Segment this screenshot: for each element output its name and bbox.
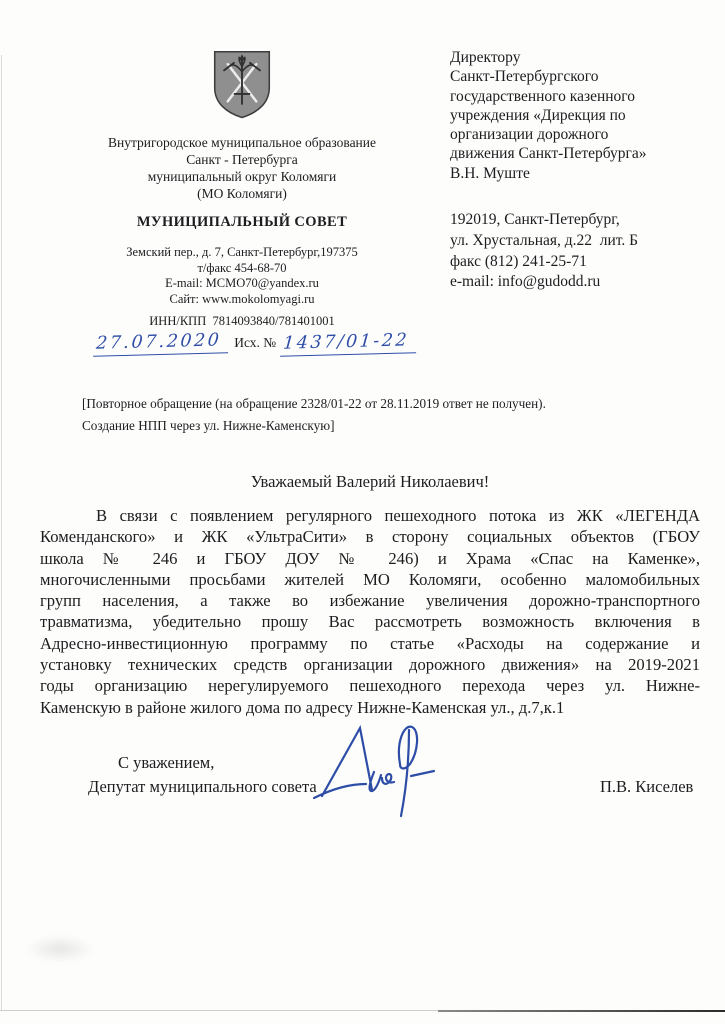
- scan-bottom-dark-line: [438, 1010, 725, 1013]
- recipient-line: движения Санкт-Петербурга»: [450, 145, 647, 163]
- contact-line-email: E-mail: MCMO70@yandex.ru: [165, 276, 319, 290]
- recipient-fax-line: факс (812) 241-25-71: [450, 252, 587, 270]
- recipient-address-block: [450, 210, 638, 293]
- recipient-block: [450, 48, 647, 183]
- council-title: МУНИЦИПАЛЬНЫЙ СОВЕТ: [136, 214, 348, 230]
- body-line: многочисленными просьбами жителей МО Коломяги, особенно маломобильных: [40, 569, 700, 589]
- body-line: В связи с появлением регулярного пешеходного потока из ЖК «ЛЕГЕНДА: [96, 506, 700, 525]
- contact-line: т/факс 454-68-70: [197, 260, 287, 275]
- handwritten-outgoing-number: 1437/01-22: [280, 330, 418, 357]
- signer-name: П.В. Киселев: [600, 777, 694, 796]
- closing-position: Депутат муниципального совета: [88, 777, 317, 796]
- body-line: травматизма, убедительно прошу Вас рассмотреть возможность включения в: [40, 612, 700, 632]
- body-line: Коменданского» и ЖК «УльтраСити» в сторону социальных объектов (ГБОУ: [40, 527, 700, 547]
- body-line: установку технических средств организации дорожного движения» на 2019-2021: [40, 655, 700, 675]
- salutation: Уважаемый Валерий Николаевич!: [250, 472, 490, 491]
- recipient-address-line: 192019, Санкт-Петербург,: [450, 211, 620, 228]
- recipient-line: Директору: [450, 49, 521, 66]
- recipient-line: Санкт-Петербургского: [450, 68, 599, 86]
- sender-contacts: [72, 245, 412, 307]
- note-line: Создание НПП через ул. Нижне-Каменскую]: [82, 417, 335, 433]
- scan-left-edge-line: [1, 55, 2, 1010]
- body-line: Каменскую в районе жилого дома по адресу Нижне-Каменская ул., д.7,к.1: [40, 697, 565, 717]
- body-line: школа № 246 и ГБОУ ДОУ № 246) и Храма «Спас на Каменке»,: [40, 548, 700, 568]
- body-line: годы организацию нерегулируемого пешеходного перехода через ул. Нижне-: [40, 676, 700, 696]
- recipient-line: организации дорожного: [450, 126, 609, 144]
- sender-org-block: [72, 134, 412, 202]
- note-line: [Повторное обращение (на обращение 2328/01-22 от 28.11.2019 ответ не получен).: [82, 396, 546, 411]
- outgoing-number-label: Исх. №: [234, 335, 277, 350]
- handwritten-date: 27.07.2020: [93, 330, 230, 357]
- body-line: Адресно-инвестиционную программу по статье «Расходы на содержание и: [40, 633, 700, 653]
- coat-of-arms-icon: [211, 48, 273, 120]
- recipient-address-line: ул. Хрустальная, д.22 лит. Б: [450, 231, 639, 249]
- scan-noise-smudge: [25, 935, 95, 963]
- closing-regards: С уважением,: [118, 753, 215, 772]
- inn-kpp-line: ИНН/КПП 7814093840/781401001: [149, 314, 335, 328]
- recipient-email-line: e-mail: info@gudodd.ru: [450, 273, 601, 291]
- outgoing-row: [94, 332, 417, 355]
- org-line: Санкт - Петербурга: [186, 152, 298, 167]
- body-line: групп населения, а также во избежание увеличения дорожно-транспортного: [40, 591, 700, 611]
- recipient-line: учреждения «Дирекция по: [450, 106, 626, 124]
- org-line: Внутригородское муниципальное образование: [107, 135, 377, 150]
- recipient-name: В.Н. Муште: [450, 164, 530, 182]
- org-line: (МО Коломяги): [197, 186, 287, 201]
- org-line: муниципальный округ Коломяги: [147, 169, 337, 184]
- contact-line: Земский пер., д. 7, Санкт-Петербург,197375: [126, 245, 358, 259]
- recipient-line: государственного казенного: [450, 87, 636, 105]
- sender-letterhead: [72, 48, 412, 329]
- letter-body: [40, 505, 700, 718]
- contact-line-site: Сайт: www.mokolomyagi.ru: [169, 291, 315, 306]
- repeat-request-note: [82, 393, 546, 436]
- signature-icon: [308, 718, 438, 823]
